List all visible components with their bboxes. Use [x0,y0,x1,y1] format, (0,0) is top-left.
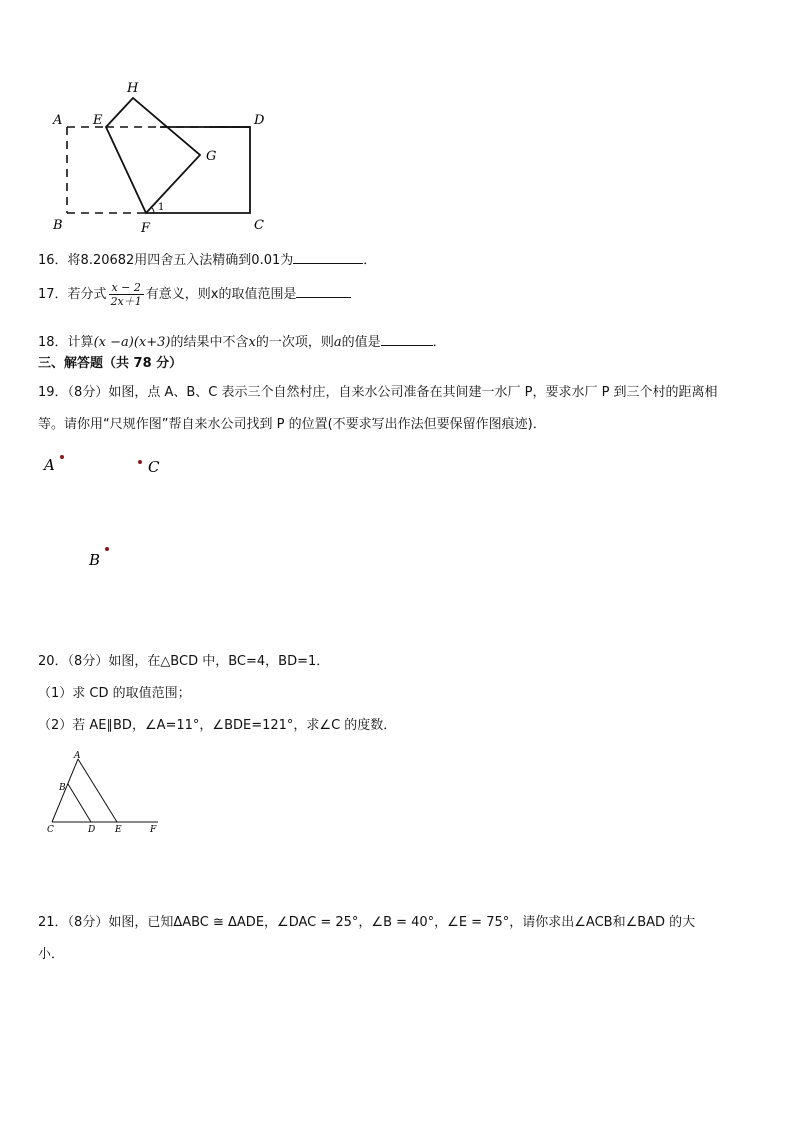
label-C: C [254,218,264,233]
q19-line-2: 等。请你用“尺规作图”帮自来水公司找到 P 的位置(不要求写出作法但要保留作图痕迹)． [38,417,546,432]
q17-fraction [109,281,144,308]
segment-BD [68,784,91,822]
q17-fraction-denominator: 2x＋1 [110,295,142,308]
label-F: F [141,221,151,236]
label-tri-C: C [47,825,54,835]
q20-line-3: （2）若 AE∥BD，∠A=11°，∠BDE=121°，求∠C 的度数． [38,718,397,733]
q18-mid: 的结果中不含 [170,335,249,350]
section-3-heading: 三、解答题（共 78 分） [38,356,183,371]
quadrilateral-EHGF [106,98,200,213]
q18-post: 的值是 [341,335,381,350]
q17-post: 有意义，则x的取值范围是 [145,287,297,302]
q18-number: 18． [38,335,68,350]
q21-line-1: 21．（8分）如图，已知ΔABC ≅ ΔADE，∠DAC = 25°，∠B = 40°，∠E = 75°，请你求出∠ACB和∠BAD 的大 [38,915,696,930]
q18-var-a: a [333,335,342,350]
question-17 [38,280,351,310]
label-G: G [206,149,217,164]
q16-end: ． [363,253,377,268]
label-village-B: B [89,551,101,569]
q20-line-2: （1）求 CD 的取值范围； [38,686,191,701]
label-village-C: C [148,458,160,476]
q18-answer-blank[interactable] [381,331,433,346]
segment-DC-FC [146,127,250,213]
segment-AE [78,759,117,822]
label-village-A: A [44,456,55,474]
point-C [138,460,142,464]
q16-answer-blank[interactable] [293,249,363,264]
q17-number: 17． [38,287,68,302]
label-A: A [53,113,63,128]
label-B: B [53,218,63,233]
q21-line-2: 小． [38,947,65,962]
q18-expression: (x −a)(x+3) [93,335,171,350]
q18-var-x: x [248,335,256,350]
label-H: H [127,81,139,96]
label-angle-1: 1 [158,202,165,213]
question-16 [38,249,376,271]
q17-pre: 若分式 [67,287,107,302]
label-tri-A: A [74,751,81,761]
label-tri-D: D [88,825,96,835]
point-B [105,547,109,551]
q19-line-1: 19．（8分）如图，点 A、B、C 表示三个自然村庄，自来水公司准备在其间建一水厂 P，要求水厂 P 到三个村的距离相 [38,385,718,400]
q17-answer-blank[interactable] [296,283,351,298]
q17-fraction-numerator: x − 2 [109,281,144,295]
figure-fold-rectangle [40,72,280,237]
label-tri-E: E [115,825,122,835]
q16-number: 16． [38,253,68,268]
q16-text: 将8.20682用四舍五入法精确到0.01为 [67,253,294,268]
figure-triangle-bcd [42,748,167,836]
point-A [60,455,64,459]
figure-three-villages [40,448,180,573]
question-18 [38,331,446,353]
q20-line-1: 20．（8分）如图，在△BCD 中，BC=4，BD=1． [38,654,330,669]
label-tri-F: F [150,825,157,835]
label-E: E [93,113,103,128]
q18-mid2: 的一次项，则 [255,335,334,350]
q18-end: ． [432,335,446,350]
q18-pre: 计算 [67,335,94,350]
label-tri-B: B [59,783,66,793]
label-D: D [254,113,265,128]
